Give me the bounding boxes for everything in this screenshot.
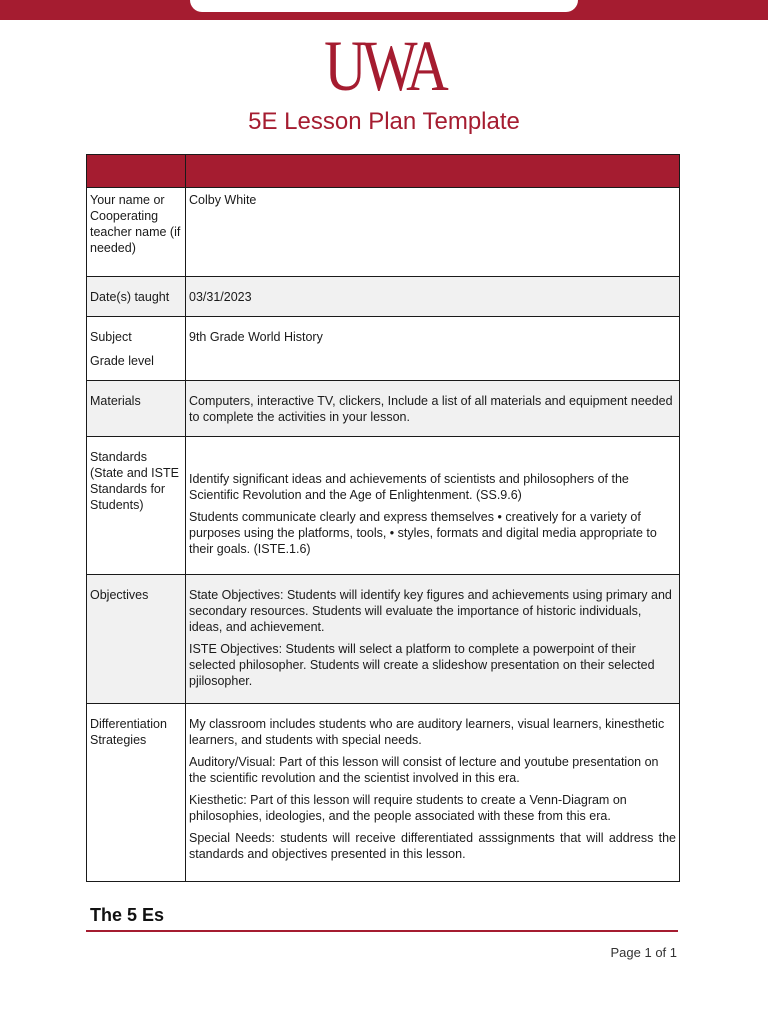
row-label: Materials <box>87 381 186 437</box>
row-label: Differentiation Strategies <box>87 704 186 882</box>
row-content <box>186 188 680 277</box>
header-cell-label <box>87 155 186 188</box>
header-cell-content <box>186 155 680 188</box>
row-label: Date(s) taught <box>87 277 186 317</box>
row-text: Computers, interactive TV, clickers, Include a list of all materials and equipment needed to complete the activities in your lesson. <box>189 394 673 424</box>
row-text: 9th Grade World History <box>189 330 323 344</box>
subject-label: Subject <box>90 330 132 344</box>
row-text: Identify significant ideas and achievements of scientists and philosophers of the Scientific Revolution and the Age of Enlightenment. (SS.9.6) <box>189 472 629 502</box>
row-text: Kiesthetic: Part of this lesson will require students to create a Venn-Diagram on philosophies, ideologies, and the people associated with these from this era. <box>189 793 627 823</box>
table-row-differentiation <box>87 704 680 882</box>
row-content <box>186 704 680 882</box>
table-row-objectives <box>87 575 680 704</box>
row-content <box>186 437 680 575</box>
section-title: The 5 Es <box>90 905 165 925</box>
table-header-row <box>87 155 680 188</box>
grade-level-label: Grade level <box>90 354 154 368</box>
row-text: Students communicate clearly and express themselves • creatively for a variety of purposes using the platforms, tools, • styles, formats and digital media appropriate to their goals. (ISTE.1.6) <box>189 510 657 556</box>
table-row-standards <box>87 437 680 575</box>
table-row-subject <box>87 317 680 381</box>
section-divider <box>86 930 678 932</box>
table-row-materials <box>87 381 680 437</box>
row-text: 03/31/2023 <box>189 290 252 304</box>
row-label: Standards (State and ISTE Standards for Students) <box>87 437 186 575</box>
page-number: Page 1 of 1 <box>610 945 677 960</box>
row-text: My classroom includes students who are auditory learners, visual learners, kinesthetic learners, and students with special needs. <box>189 717 665 747</box>
row-label <box>87 317 186 381</box>
row-content <box>186 317 680 381</box>
top-band-notch <box>190 0 578 12</box>
row-label: Your name or Cooperating teacher name (if needed) <box>87 188 186 277</box>
row-content <box>186 381 680 437</box>
table-row-date <box>87 277 680 317</box>
lesson-plan-table <box>86 154 680 882</box>
row-text: Auditory/Visual: Part of this lesson will consist of lecture and youtube presentation on the scientific revolution and the scientist involved in this era. <box>189 755 659 785</box>
row-content <box>186 277 680 317</box>
row-text: Colby White <box>189 193 257 207</box>
row-text: State Objectives: Students will identify key figures and achievements using primary and secondary resources. Students will evaluate the importance of historic individuals, ideas, and achievement. <box>189 588 672 634</box>
row-label: Objectives <box>87 575 186 704</box>
page-title: 5E Lesson Plan Template <box>248 108 520 135</box>
row-text: Special Needs: students will receive differentiated asssignments that will address the standards and objectives presented in this lesson. <box>189 831 676 861</box>
row-text: ISTE Objectives: Students will select a platform to complete a powerpoint of their selected philosopher. Students will create a slideshow presentation on their selected pjilosopher. <box>189 642 655 688</box>
uwa-logo: UWA <box>324 26 444 106</box>
row-content <box>186 575 680 704</box>
table-row-name <box>87 188 680 277</box>
